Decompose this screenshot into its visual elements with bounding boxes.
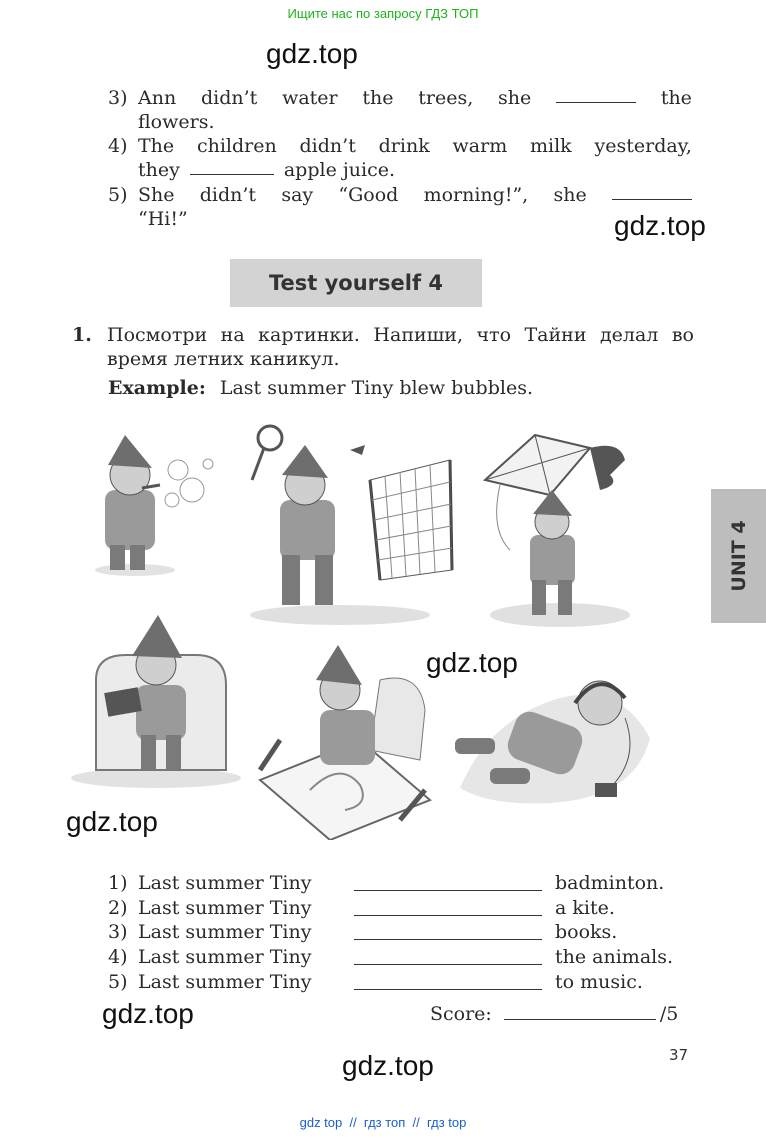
bubbles-illustration	[80, 430, 230, 580]
word: She	[138, 184, 175, 206]
watermark: gdz.top	[342, 1050, 434, 1081]
answer-blank	[354, 939, 542, 940]
badminton-illustration	[240, 420, 470, 630]
score-label: Score:	[430, 1003, 492, 1025]
exercise-item-5	[108, 183, 692, 233]
answer-lead: Last summer Tiny	[138, 921, 312, 943]
word: warm	[452, 135, 508, 157]
page-number: 37	[669, 1046, 689, 1064]
word: she	[498, 87, 532, 109]
answer-blank	[556, 86, 636, 103]
item-number: 5)	[108, 184, 128, 206]
answer-blank	[190, 158, 274, 175]
footer-links[interactable]: gdz top // гдз топ // гдз top	[299, 1115, 467, 1130]
score-blank	[504, 1019, 656, 1020]
answer-lead: Last summer Tiny	[138, 897, 312, 919]
answer-lead: Last summer Tiny	[138, 971, 312, 993]
item-number: 4)	[108, 135, 128, 157]
answer-lead: Last summer Tiny	[138, 872, 312, 894]
word: Ann	[138, 87, 177, 109]
word: trees,	[418, 87, 474, 109]
unit-side-tab	[711, 489, 766, 623]
word: milk	[530, 135, 572, 157]
word: flowers.	[138, 111, 215, 133]
answer-number: 3)	[108, 921, 128, 943]
answer-line-2	[108, 897, 698, 921]
word: drink	[378, 135, 430, 157]
word: The	[138, 135, 175, 157]
word: they	[138, 159, 180, 181]
answer-tail: a kite.	[555, 897, 615, 919]
exercise-item-4	[108, 134, 692, 184]
word: didn’t	[199, 184, 257, 206]
task-text: Посмотри на картинки. Напиши, что Тайни делал во время летних каникул.	[107, 324, 694, 370]
answer-lead: Last summer Tiny	[138, 946, 312, 968]
exercise-item-3	[108, 86, 692, 136]
answer-blank	[612, 183, 692, 200]
answer-number: 4)	[108, 946, 128, 968]
answer-line-1	[108, 872, 698, 896]
answer-number: 1)	[108, 872, 128, 894]
score-total: /5	[659, 1003, 679, 1025]
answer-line-4	[108, 946, 698, 970]
answer-number: 2)	[108, 897, 128, 919]
item-number: 3)	[108, 87, 128, 109]
watermark: gdz.top	[614, 210, 706, 241]
answer-number: 5)	[108, 971, 128, 993]
watermark: gdz.top	[102, 998, 194, 1029]
word: didn’t	[200, 87, 258, 109]
word: the	[660, 87, 692, 109]
unit-label: UNIT 4	[727, 520, 750, 592]
answer-blank	[354, 915, 542, 916]
answer-line-3	[108, 921, 698, 945]
answer-tail: to music.	[555, 971, 643, 993]
word: she	[553, 184, 587, 206]
word: morning!”,	[423, 184, 529, 206]
word: the	[362, 87, 394, 109]
example-label: Example:	[108, 377, 206, 399]
section-banner	[230, 259, 482, 307]
answer-blank	[354, 890, 542, 891]
watermark: gdz.top	[66, 806, 158, 837]
word: children	[196, 135, 277, 157]
music-illustration	[450, 658, 655, 808]
header-link[interactable]: Ищите нас по запросу ГДЗ ТОП	[287, 6, 479, 21]
example-text: Last summer Tiny blew bubbles.	[219, 377, 533, 399]
answer-tail: the animals.	[555, 946, 674, 968]
drawing-illustration	[250, 640, 440, 840]
kite-illustration	[480, 430, 640, 640]
answer-tail: badminton.	[555, 872, 665, 894]
answer-tail: books.	[555, 921, 618, 943]
answer-blank	[354, 964, 542, 965]
word: apple juice.	[283, 159, 396, 181]
answer-blank	[354, 989, 542, 990]
word: “Good	[338, 184, 399, 206]
word: “Hi!”	[138, 208, 188, 230]
example	[108, 377, 533, 399]
score-line	[430, 1003, 678, 1025]
watermark: gdz.top	[266, 38, 358, 69]
word: yesterday,	[594, 135, 692, 157]
section-title: Test yourself 4	[268, 271, 444, 295]
word: didn’t	[299, 135, 356, 157]
word: say	[281, 184, 314, 206]
task-number: 1.	[72, 324, 92, 346]
watermark: gdz.top	[426, 647, 518, 678]
answer-line-5	[108, 971, 698, 995]
word: water	[282, 87, 338, 109]
task-instruction	[72, 323, 694, 371]
reading-illustration	[66, 600, 246, 790]
